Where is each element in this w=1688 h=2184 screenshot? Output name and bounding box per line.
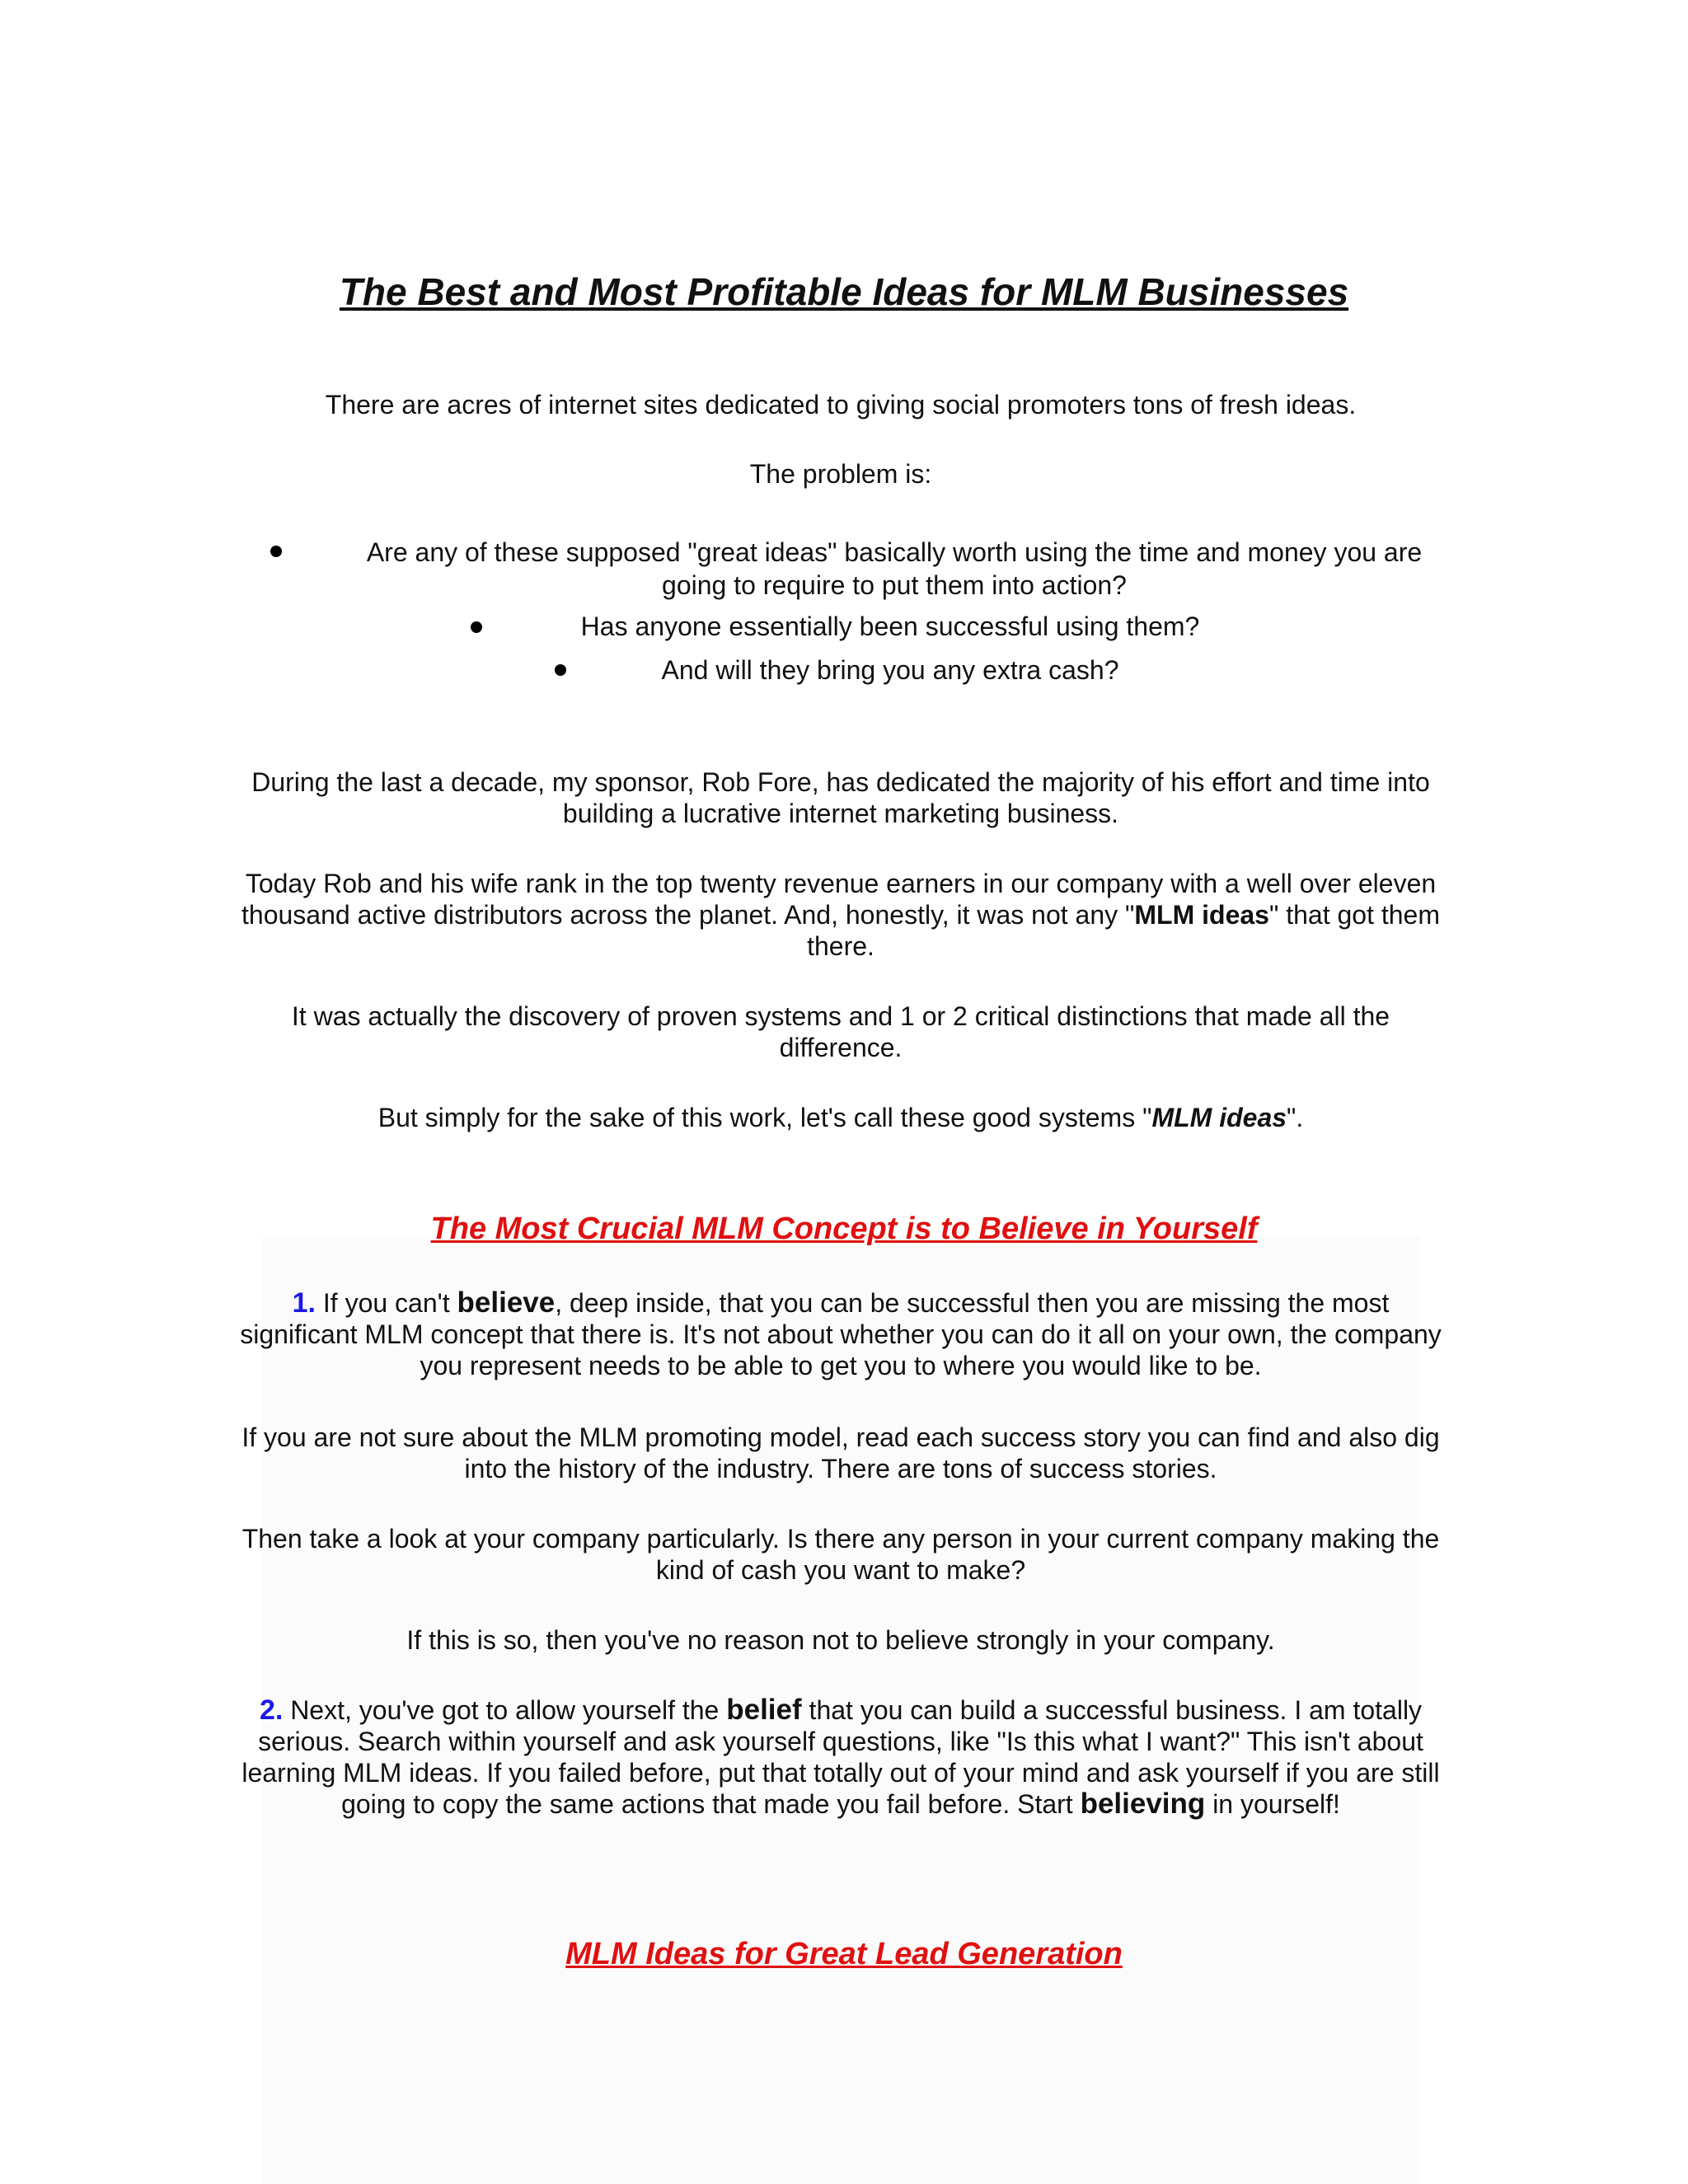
intro-paragraph: There are acres of internet sites dedicated to giving social promoters tons of fresh ideas. [325,390,1357,419]
point-2-paragraph: 2. Next, you've got to allow yourself the belief that you can build a successful business. I am totally serious. Search within yourself and ask yourself questions, like "Is this what I want?" This isn't about learning MLM ideas. If you failed before, put that totally out of your mind and ask yourself if you are still going to copy the same actions that made you fail before. Start believing in yourself! [241,1694,1440,1820]
section-heading-lead-generation: MLM Ideas for Great Lead Generation [565,1937,1123,1971]
bullet-dot-icon [270,546,282,557]
unsure-paragraph: If you are not sure about the MLM promoting model, read each success story you can find and also dig into the history of the industry. There are tons of success stories. [241,1422,1440,1483]
point-number: 2. [259,1694,284,1726]
point-number: 1. [292,1287,316,1319]
bullet-dot-icon [471,621,482,633]
discovery-paragraph: It was actually the discovery of proven systems and 1 or 2 critical distinctions that made all the difference. [291,1001,1390,1062]
bullet-text: Has anyone essentially been successful using them? [580,612,1200,641]
today-paragraph: Today Rob and his wife rank in the top twenty revenue earners in our company with a well over eleven thousand active distributors across the planet. And, honestly, it was not any "MLM ideas" that got them there. [241,869,1440,961]
if-so-paragraph: If this is so, then you've no reason not to believe strongly in your company. [406,1625,1275,1655]
section-heading-believe: The Most Crucial MLM Concept is to Believe in Yourself [430,1212,1258,1246]
sake-paragraph: But simply for the sake of this work, let's call these good systems "MLM ideas". [377,1103,1304,1132]
bullet-text: And will they bring you any extra cash? [661,655,1119,685]
document-title: The Best and Most Profitable Ideas for MLM Businesses [339,270,1349,313]
point-1-paragraph: 1. If you can't believe, deep inside, that you can be successful then you are missing the most significant MLM concept that there is. It's not about whether you can do it all on your own, the company you represent needs to be able to get you to where you would like to be. [240,1286,1442,1380]
problem-label: The problem is: [749,459,932,489]
bullet-dot-icon [555,664,566,676]
sponsor-paragraph: During the last a decade, my sponsor, Rob Fore, has dedicated the majority of his effort and time into building a lucrative internet marketing business. [251,767,1430,828]
company-paragraph: Then take a look at your company particularly. Is there any person in your current company making the kind of cash you want to make? [241,1524,1440,1585]
bullet-text: Are any of these supposed "great ideas" basically worth using the time and money you are going to require to put them into action? [366,537,1423,600]
